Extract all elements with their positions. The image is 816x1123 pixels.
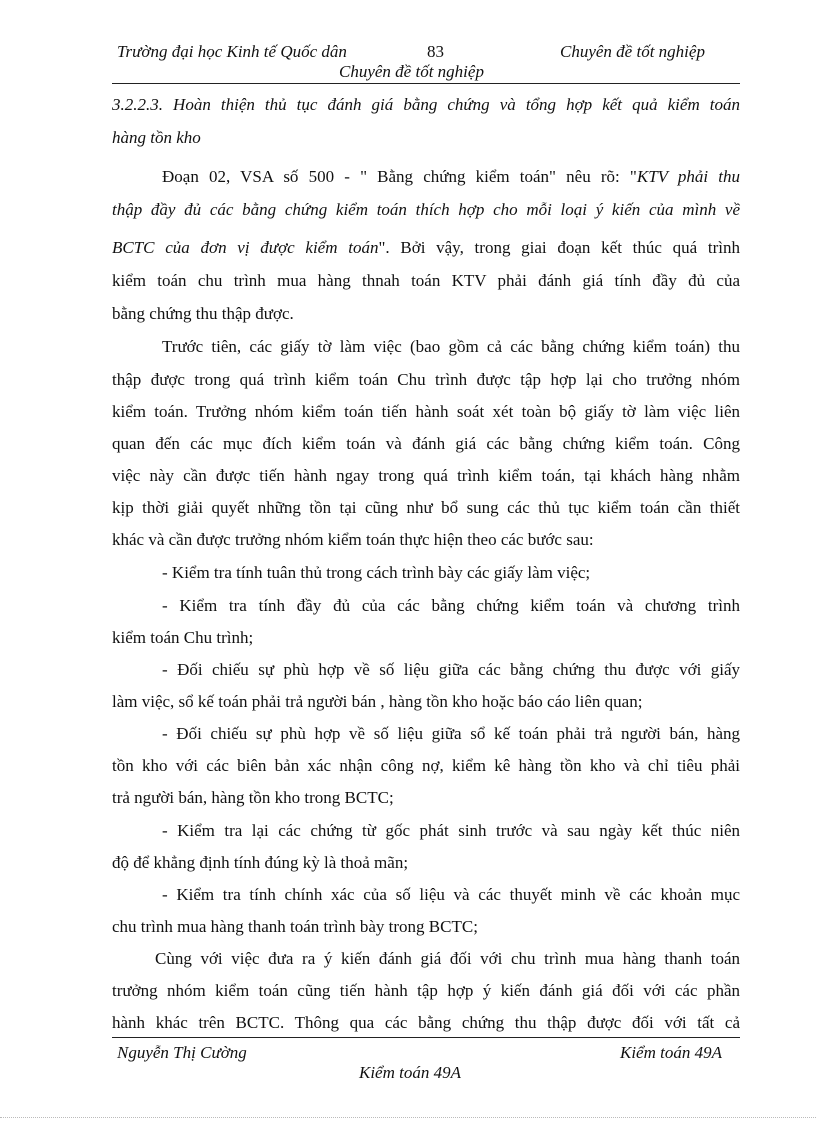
- bullet3-line1: - Đối chiếu sự phù hợp về số liệu giữa các bằng chứng thu được với giấy: [162, 660, 740, 679]
- bullet6-line2: chu trình mua hàng thanh toán trình bày trong BCTC;: [112, 917, 478, 936]
- section-heading-line1: 3.2.2.3. Hoàn thiện thủ tục đánh giá bằng chứng và tổng hợp kết quả kiểm toán: [112, 95, 740, 114]
- page-bottom-dotted-edge: [0, 1117, 816, 1118]
- bullet3-line2: làm việc, sổ kế toán phải trả người bán , hàng tồn kho hoặc báo cáo liên quan;: [112, 692, 643, 711]
- p1-line1-text: Đoạn 02, VSA số 500 - " Bằng chứng kiểm toán" nêu rõ: ": [162, 167, 637, 186]
- header-right-title: Chuyên đề tốt nghiệp: [560, 42, 705, 61]
- p3-line3: hành khác trên BCTC. Thông qua các bằng chứng thu thập được đối với tất cả: [112, 1013, 740, 1032]
- footer-class-right: Kiểm toán 49A: [620, 1043, 722, 1062]
- p1-line2: thập đầy đủ các bằng chứng kiểm toán thích hợp cho mỗi loại ý kiến của mình về: [112, 200, 740, 219]
- bullet2-line2: kiểm toán Chu trình;: [112, 628, 254, 647]
- p1-line1: [162, 166, 740, 188]
- p1-line3-text: ". Bởi vậy, trong giai đoạn kết thúc quá trình: [378, 238, 741, 257]
- p3-line2: trưởng nhóm kiểm toán cũng tiến hành tập hợp ý kiến đánh giá đối với các phần: [112, 981, 740, 1000]
- header-page-number: 83: [427, 42, 444, 61]
- header-center-title: Chuyên đề tốt nghiệp: [339, 62, 484, 81]
- p1-line1-quote: KTV phải thu: [636, 167, 740, 186]
- footer-class-center: Kiểm toán 49A: [359, 1063, 461, 1082]
- header-rule: [112, 83, 740, 84]
- p2-line5: việc này cần được tiến hành ngay trong quá trình kiểm toán, tại khách hàng nhằm: [112, 466, 740, 485]
- p2-line1: Trước tiên, các giấy tờ làm việc (bao gồm cả các bằng chứng kiểm toán) thu: [162, 337, 740, 356]
- bullet6-line1: - Kiểm tra tính chính xác của số liệu và các thuyết minh về các khoản mục: [162, 885, 740, 904]
- bullet2-line1: - Kiểm tra tính đầy đủ của các bằng chứng kiểm toán và chương trình: [162, 596, 740, 615]
- bullet1-line1: - Kiểm tra tính tuân thủ trong cách trình bày các giấy làm việc;: [162, 563, 591, 582]
- bullet4-line2: tồn kho với các biên bản xác nhận công nợ, kiểm kê hàng tồn kho và chỉ tiêu phải: [112, 756, 740, 775]
- bullet5-line2: độ để khẳng định tính đúng kỳ là thoả mãn;: [112, 853, 409, 872]
- p2-line3: kiểm toán. Trưởng nhóm kiểm toán tiến hành soát xét toàn bộ giấy tờ làm việc liên: [112, 402, 740, 421]
- p2-line7: khác và cần được trưởng nhóm kiểm toán thực hiện theo các bước sau:: [112, 530, 594, 549]
- p3-line1: Cùng với việc đưa ra ý kiến đánh giá đối với chu trình mua hàng thanh toán: [155, 949, 740, 968]
- p1-line3-quote: BCTC của đơn vị được kiểm toán: [112, 238, 379, 257]
- p2-line2: thập được trong quá trình kiểm toán Chu trình được tập hợp lại cho trưởng nhóm: [112, 370, 740, 389]
- header-university: Trường đại học Kinh tế Quốc dân: [117, 42, 347, 61]
- bullet5-line1: - Kiểm tra lại các chứng từ gốc phát sinh trước và sau ngày kết thúc niên: [162, 821, 740, 840]
- section-heading-line2: hàng tồn kho: [112, 128, 201, 147]
- p1-line3: [112, 237, 740, 259]
- footer-rule: [112, 1037, 740, 1038]
- p2-line6: kịp thời giải quyết những tồn tại cũng như bổ sung các thủ tục kiểm toán cần thiết: [112, 498, 740, 517]
- bullet4-line1: - Đối chiếu sự phù hợp về số liệu giữa sổ kế toán phải trả người bán, hàng: [162, 724, 740, 743]
- p1-line5: bằng chứng thu thập được.: [112, 304, 294, 323]
- p1-line4: kiểm toán chu trình mua hàng thnah toán KTV phải đánh giá tính đầy đủ của: [112, 271, 740, 290]
- bullet4-line3: trả người bán, hàng tồn kho trong BCTC;: [112, 788, 394, 807]
- p2-line4: quan đến các mục đích kiểm toán và đánh giá các bằng chứng kiểm toán. Công: [112, 434, 740, 453]
- footer-author: Nguyễn Thị Cường: [117, 1043, 247, 1062]
